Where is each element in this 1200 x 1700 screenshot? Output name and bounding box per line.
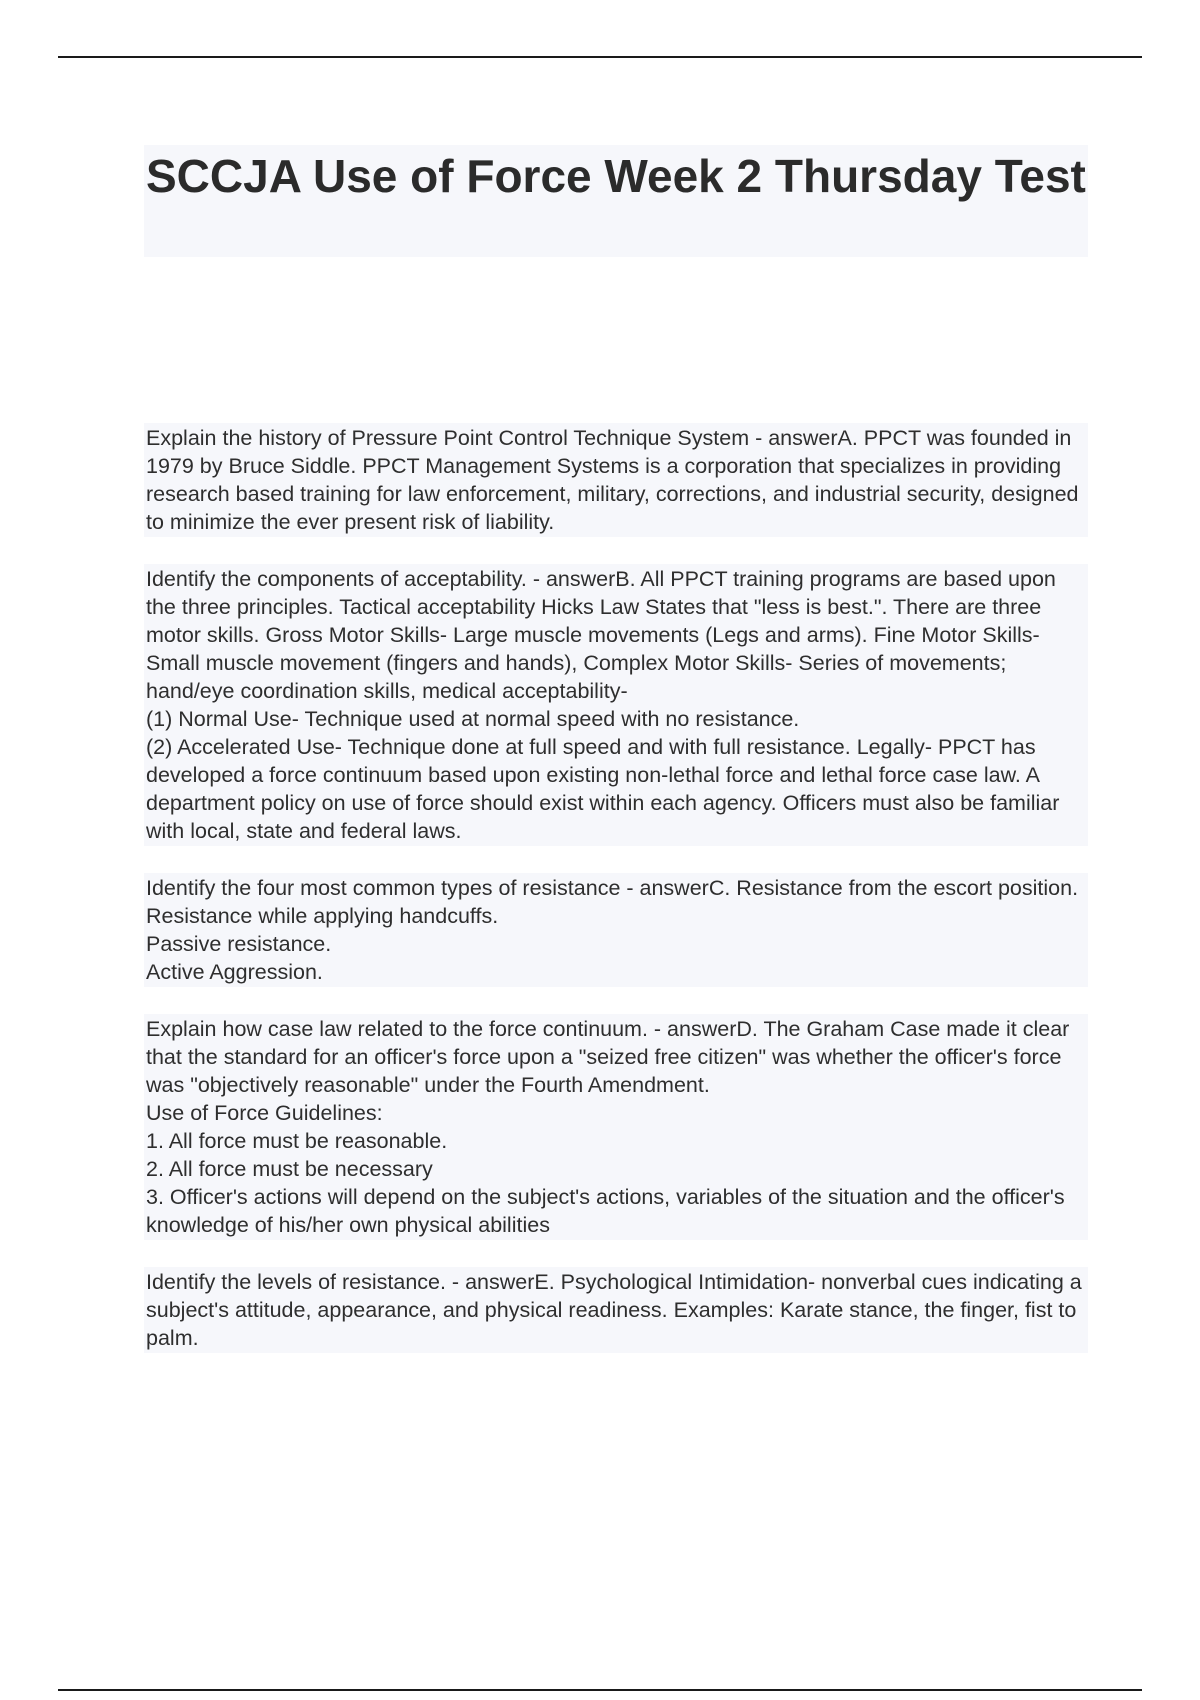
qa-line: Use of Force Guidelines: (146, 1101, 383, 1125)
qa-line: 3. Officer's actions will depend on the subject's actions, variables of the situation and the officer's knowledge of his/her own physical abilities (146, 1185, 1065, 1237)
qa-entry-acceptability (144, 564, 1088, 846)
qa-line: 2. All force must be necessary (146, 1157, 433, 1181)
qa-line: Explain the history of Pressure Point Control Technique System - answerA. PPCT was founded in 1979 by Bruce Siddle. PPCT Management Systems is a corporation that specializes in providing research based training for law enforcement, military, corrections, and industrial security, designed to minimize the ever present risk of liability. (146, 426, 1079, 534)
qa-line: (1) Normal Use- Technique used at normal speed with no resistance. (146, 707, 800, 731)
qa-entry-resistance-types (144, 873, 1088, 987)
title-block (144, 145, 1088, 257)
qa-line: Explain how case law related to the force continuum. - answerD. The Graham Case made it clear that the standard for an officer's force upon a "seized free citizen" was whether the officer's force was "objectively reasonable" under the Fourth Amendment. (146, 1017, 1070, 1097)
qa-line: Resistance while applying handcuffs. (146, 904, 499, 928)
document-title: SCCJA Use of Force Week 2 Thursday Test (146, 150, 1086, 202)
qa-line: Identify the four most common types of resistance - answerC. Resistance from the escort position. (146, 876, 1079, 900)
qa-line: Identify the components of acceptability. - answerB. All PPCT training programs are based upon the three principles. Tactical acceptability Hicks Law States that "less is best.". There are three motor skills. Gross Motor Skills- Large muscle movements (Legs and arms). Fine Motor Skills- Small muscle movement (fingers and hands), Complex Motor Skills- Series of movements; hand/eye coordination skills, medical acceptability- (146, 567, 1056, 703)
qa-line: Active Aggression. (146, 960, 323, 984)
qa-list (144, 423, 1088, 1380)
qa-entry-case-law (144, 1014, 1088, 1240)
qa-line: Identify the levels of resistance. - answerE. Psychological Intimidation- nonverbal cues indicating a subject's attitude, appearance, and physical readiness. Examples: Karate stance, the finger, fist to palm. (146, 1270, 1082, 1350)
qa-line: (2) Accelerated Use- Technique done at full speed and with full resistance. Legally- PPCT has developed a force continuum based upon existing non-lethal force and lethal force case law. A department policy on use of force should exist within each agency. Officers must also be familiar with local, state and federal laws. (146, 735, 1060, 843)
qa-entry-resistance-levels (144, 1267, 1088, 1353)
qa-line: Passive resistance. (146, 932, 332, 956)
top-rule (58, 56, 1142, 58)
qa-line: 1. All force must be reasonable. (146, 1129, 448, 1153)
qa-entry-history (144, 423, 1088, 537)
bottom-rule (58, 1689, 1142, 1691)
